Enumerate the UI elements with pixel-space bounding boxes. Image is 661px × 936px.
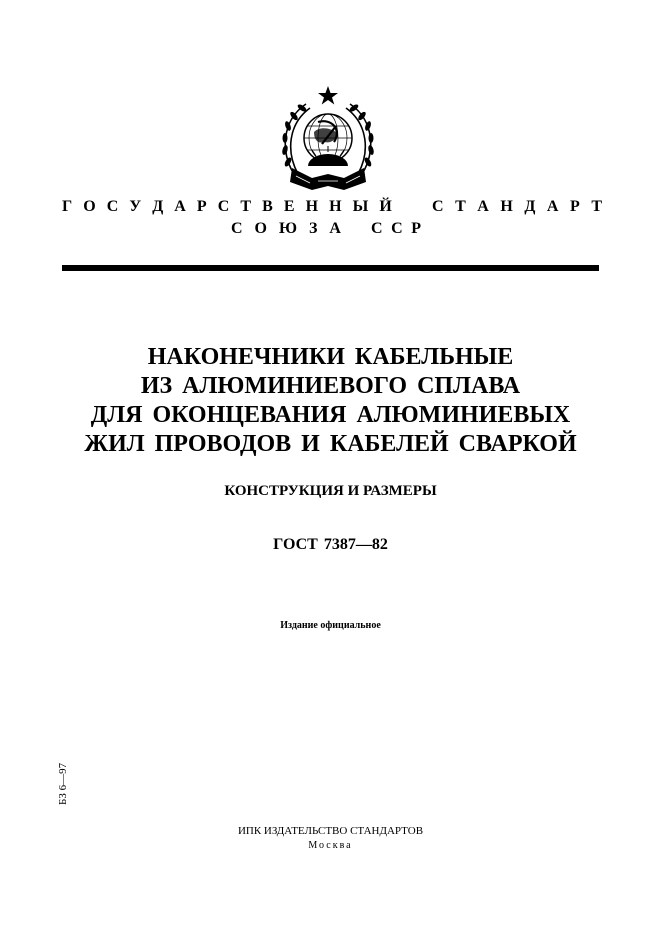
letter: С	[231, 220, 243, 237]
letter: Н	[500, 198, 513, 215]
letter: С	[391, 220, 403, 237]
letter: С	[371, 220, 383, 237]
letter: В	[262, 198, 273, 215]
letter: А	[329, 220, 341, 237]
issuing-authority-line1	[62, 198, 602, 216]
letter: О	[254, 220, 267, 237]
letter: Т	[591, 198, 602, 215]
letter: А	[477, 198, 489, 215]
letter: С	[106, 198, 119, 215]
letter: У	[129, 198, 142, 215]
standard-number: ГОСТ 7387—82	[273, 536, 388, 553]
letter: Т	[455, 198, 466, 215]
org-word-standart	[432, 198, 602, 216]
letter: Д	[152, 198, 164, 215]
org-word-ssr	[371, 220, 421, 238]
edition-note: Издание официальное	[280, 620, 381, 631]
letter: З	[308, 220, 318, 237]
letter: Й	[379, 198, 392, 215]
letter: Р	[196, 198, 207, 215]
document-subtitle: КОНСТРУКЦИЯ И РАЗМЕРЫ	[224, 483, 437, 499]
letter: А	[546, 198, 559, 215]
side-catalog-code: БЗ 6—97	[57, 762, 69, 805]
title-line: ДЛЯ ОКОНЦЕВАНИЯ АЛЮМИНИЕВЫХ	[90, 402, 571, 428]
letter: С	[432, 198, 444, 215]
letter: А	[174, 198, 186, 215]
letter: Ю	[278, 220, 297, 237]
letter: Е	[283, 198, 295, 215]
title-line: НАКОНЕЧНИКИ КАБЕЛЬНЫЕ	[147, 344, 514, 370]
document-title	[40, 343, 621, 459]
letter: Р	[570, 198, 580, 215]
title-line: ИЗ АЛЮМИНИЕВОГО СПЛАВА	[140, 373, 521, 399]
ussr-coat-of-arms-icon	[272, 82, 384, 194]
letter: Д	[524, 198, 536, 215]
letter: Ы	[352, 198, 369, 215]
letter: С	[217, 198, 230, 215]
publisher-city: Москва	[308, 840, 353, 851]
org-word-gosudarstvennyi	[62, 198, 392, 216]
letter: О	[83, 198, 96, 215]
letter: Р	[411, 220, 421, 237]
title-line: ЖИЛ ПРОВОДОВ И КАБЕЛЕЙ СВАРКОЙ	[84, 431, 577, 457]
letter: Н	[305, 198, 319, 215]
issuing-authority-line2	[231, 220, 421, 238]
publisher-name: ИПК ИЗДАТЕЛЬСТВО СТАНДАРТОВ	[237, 825, 424, 837]
letter: Г	[62, 198, 73, 215]
letter: Н	[329, 198, 342, 215]
org-word-soyuza	[231, 220, 341, 238]
header-divider	[62, 265, 599, 271]
letter: Т	[240, 198, 252, 215]
